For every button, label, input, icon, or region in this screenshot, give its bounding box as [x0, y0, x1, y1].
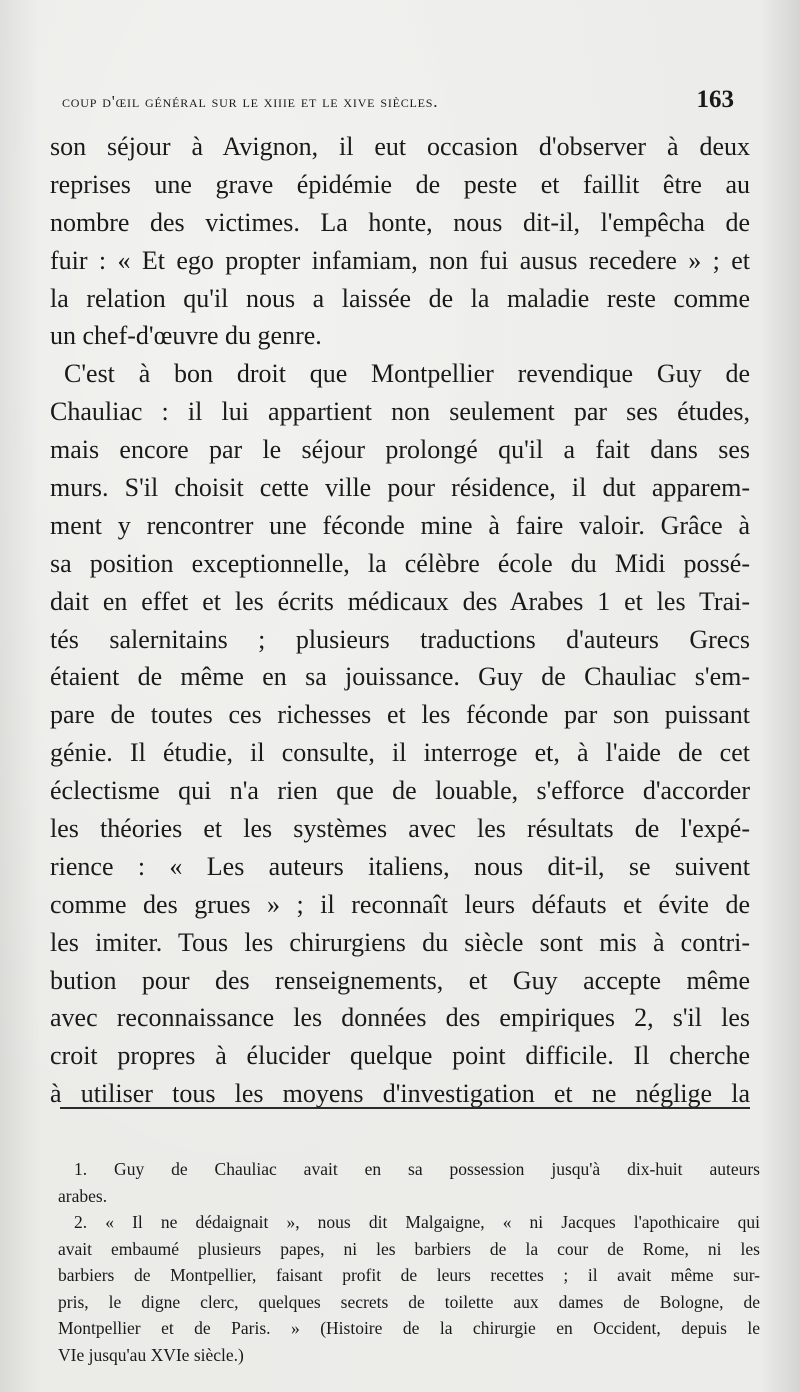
text-line: les théories et les systèmes avec les résultats de l'expé- — [50, 814, 750, 844]
text-line: pare de toutes ces richesses et les féconde par son puissant — [50, 700, 750, 730]
text-line: éclectisme qui n'a rien que de louable, s'efforce d'accorder — [50, 776, 750, 806]
text-line: son séjour à Avignon, il eut occasion d'observer à deux — [50, 132, 750, 161]
footnote-divider — [60, 1107, 750, 1109]
footnote-line: 2. « Il ne dédaignait », nous dit Malgaigne, « ni Jacques l'apothicaire qui — [74, 1212, 760, 1232]
text-line: bution pour des renseignements, et Guy accepte même — [50, 965, 750, 995]
text-line: C'est à bon droit que Montpellier revendique Guy de — [64, 359, 750, 389]
text-line: murs. S'il choisit cette ville pour résidence, il dut apparem- — [50, 473, 750, 503]
footnote-line: Montpellier et de Paris. » (Histoire de la chirurgie en Occident, depuis le — [58, 1318, 760, 1338]
main-text — [50, 128, 750, 1113]
page-header — [62, 86, 734, 126]
footnote-line: 1. Guy de Chauliac avait en sa possession jusqu'à dix-huit auteurs — [74, 1159, 760, 1179]
text-line: à utiliser tous les moyens d'investigation et ne néglige la — [50, 1079, 750, 1109]
text-line: rience : « Les auteurs italiens, nous dit-il, se suivent — [50, 851, 750, 881]
page-number: 163 — [696, 86, 734, 113]
text-line: nombre des victimes. La honte, nous dit-il, l'empêcha de — [50, 207, 750, 237]
text-line: un chef-d'œuvre du genre. — [50, 321, 322, 351]
text-line: étaient de même en sa jouissance. Guy de Chauliac s'em- — [50, 662, 750, 692]
footnote-line: barbiers de Montpellier, faisant profit de leurs recettes ; il avait même sur- — [58, 1265, 760, 1285]
text-line: comme des grues » ; il reconnaît leurs défauts et évite de — [50, 889, 750, 919]
footnotes — [58, 1156, 760, 1368]
text-line: Chauliac : il lui appartient non seulement par ses études, — [50, 397, 750, 427]
text-line: génie. Il étudie, il consulte, il interroge et, à l'aide de cet — [50, 738, 750, 768]
text-line: avec reconnaissance les données des empiriques 2, s'il les — [50, 1003, 750, 1033]
text-line: tés salernitains ; plusieurs traductions d'auteurs Grecs — [50, 624, 750, 654]
footnote-line: arabes. — [58, 1185, 108, 1206]
text-line: la relation qu'il nous a laissée de la maladie reste comme — [50, 283, 750, 313]
text-line: les imiter. Tous les chirurgiens du siècle sont mis à contri- — [50, 927, 750, 957]
footnote-line: VIe jusqu'au XVIe siècle.) — [58, 1344, 244, 1365]
text-line: reprises une grave épidémie de peste et faillit être au — [50, 169, 750, 199]
footnote-line: pris, le digne clerc, quelques secrets de toilette aux dames de Bologne, de — [58, 1291, 760, 1312]
running-title: coup d'œil général sur le xiiie et le xive siècles. — [62, 92, 439, 111]
text-line: mais encore par le séjour prolongé qu'il a fait dans ses — [50, 435, 750, 465]
text-line: croit propres à élucider quelque point difficile. Il cherche — [50, 1041, 750, 1071]
text-line: fuir : « Et ego propter infamiam, non fui ausus recedere » ; et — [50, 245, 750, 275]
text-line: dait en effet et les écrits médicaux des Arabes 1 et les Trai- — [50, 586, 750, 616]
text-line: sa position exceptionnelle, la célèbre école du Midi possé- — [50, 548, 750, 578]
footnote-line: avait embaumé plusieurs papes, ni les barbiers de la cour de Rome, ni les — [58, 1238, 760, 1259]
text-line: ment y rencontrer une féconde mine à faire valoir. Grâce à — [50, 510, 750, 540]
